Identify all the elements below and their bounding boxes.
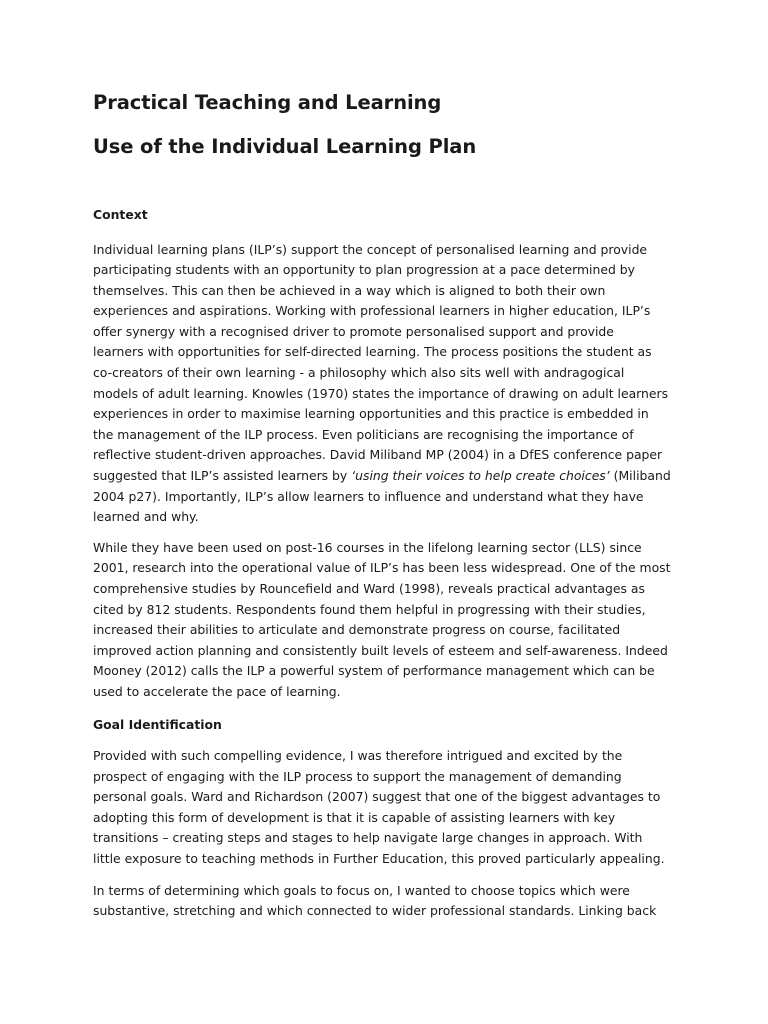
context-paragraph-1 <box>93 240 673 528</box>
paragraph-line: Mooney (2012) calls the ILP a powerful system of performance management which can be <box>93 663 655 679</box>
paragraph-line: themselves. This can then be achieved in a way which is aligned to both their own <box>93 282 606 298</box>
goal-paragraph-2 <box>93 881 673 922</box>
paragraph-line: prospect of engaging with the ILP process to support the management of demanding <box>93 768 622 784</box>
paragraph-line: 2001, research into the operational value of ILP’s has been less widespread. One of the most <box>93 560 671 576</box>
paragraph-line: While they have been used on post-16 courses in the lifelong learning sector (LLS) since <box>93 539 642 555</box>
paragraph-line: In terms of determining which goals to focus on, I wanted to choose topics which were <box>93 882 630 898</box>
paragraph-line: cited by 812 students. Respondents found them helpful in progressing with their studies, <box>93 601 646 617</box>
paragraph-line: 2004 p27). Importantly, ILP’s allow learners to influence and understand what they have <box>93 488 644 504</box>
paragraph-line: learners with opportunities for self-directed learning. The process positions the student as <box>93 344 652 360</box>
paragraph-line: offer synergy with a recognised driver to promote personalised support and provide <box>93 323 614 339</box>
paragraph-line: adopting this form of development is that it is capable of assisting learners with key <box>93 809 616 825</box>
context-paragraph-2 <box>93 538 673 703</box>
paragraph-line: personal goals. Ward and Richardson (2007) suggest that one of the biggest advantages to <box>93 789 661 805</box>
paragraph-line: Provided with such compelling evidence, I was therefore intrigued and excited by the <box>93 748 623 764</box>
section-heading-context: Context <box>93 207 148 222</box>
document-page <box>93 88 673 922</box>
paragraph-line: the management of the ILP process. Even politicians are recognising the importance of <box>93 426 634 442</box>
quote-line-before: suggested that ILP’s assisted learners by <box>93 468 352 484</box>
paragraph-line: increased their abilities to articulate and demonstrate progress on course, facilitated <box>93 622 621 638</box>
section-heading-goal-identification: Goal Identification <box>93 716 222 732</box>
document-subtitle: Use of the Individual Learning Plan <box>93 135 477 158</box>
goal-paragraph-1 <box>93 746 673 870</box>
paragraph-line: comprehensive studies by Rouncefield and Ward (1998), reveals practical advantages as <box>93 581 645 596</box>
paragraph-line: used to accelerate the pace of learning. <box>93 683 341 699</box>
paragraph-line: experiences and aspirations. Working with professional learners in higher education, ILP’s <box>93 303 651 319</box>
paragraph-line: participating students with an opportunity to plan progression at a pace determined by <box>93 262 635 278</box>
paragraph-line: substantive, stretching and which connected to wider professional standards. Linking back <box>93 903 657 919</box>
paragraph-line: improved action planning and consistently built levels of esteem and self-awareness. Indeed <box>93 642 668 658</box>
paragraph-line: reflective student-driven approaches. David Miliband MP (2004) in a DfES conference paper <box>93 447 663 463</box>
paragraph-line: Individual learning plans (ILP’s) support the concept of personalised learning and provide <box>93 241 648 257</box>
paragraph-line: learned and why. <box>93 509 199 525</box>
paragraph-line: little exposure to teaching methods in Further Education, this proved particularly appealing. <box>93 851 665 867</box>
document-title: Practical Teaching and Learning <box>93 91 442 114</box>
paragraph-line: experiences in order to maximise learning opportunities and this practice is embedded in <box>93 406 649 422</box>
paragraph-line: models of adult learning. Knowles (1970) states the importance of drawing on adult learners <box>93 385 669 401</box>
quote-line-after: (Miliband <box>609 468 671 484</box>
miliband-quote: ‘using their voices to help create choices’ <box>351 468 610 484</box>
paragraph-line: co-creators of their own learning - a philosophy which also sits well with andragogical <box>93 365 625 381</box>
paragraph-line-with-quote <box>93 466 673 487</box>
paragraph-line: transitions – creating steps and stages to help navigate large changes in approach. With <box>93 830 643 846</box>
